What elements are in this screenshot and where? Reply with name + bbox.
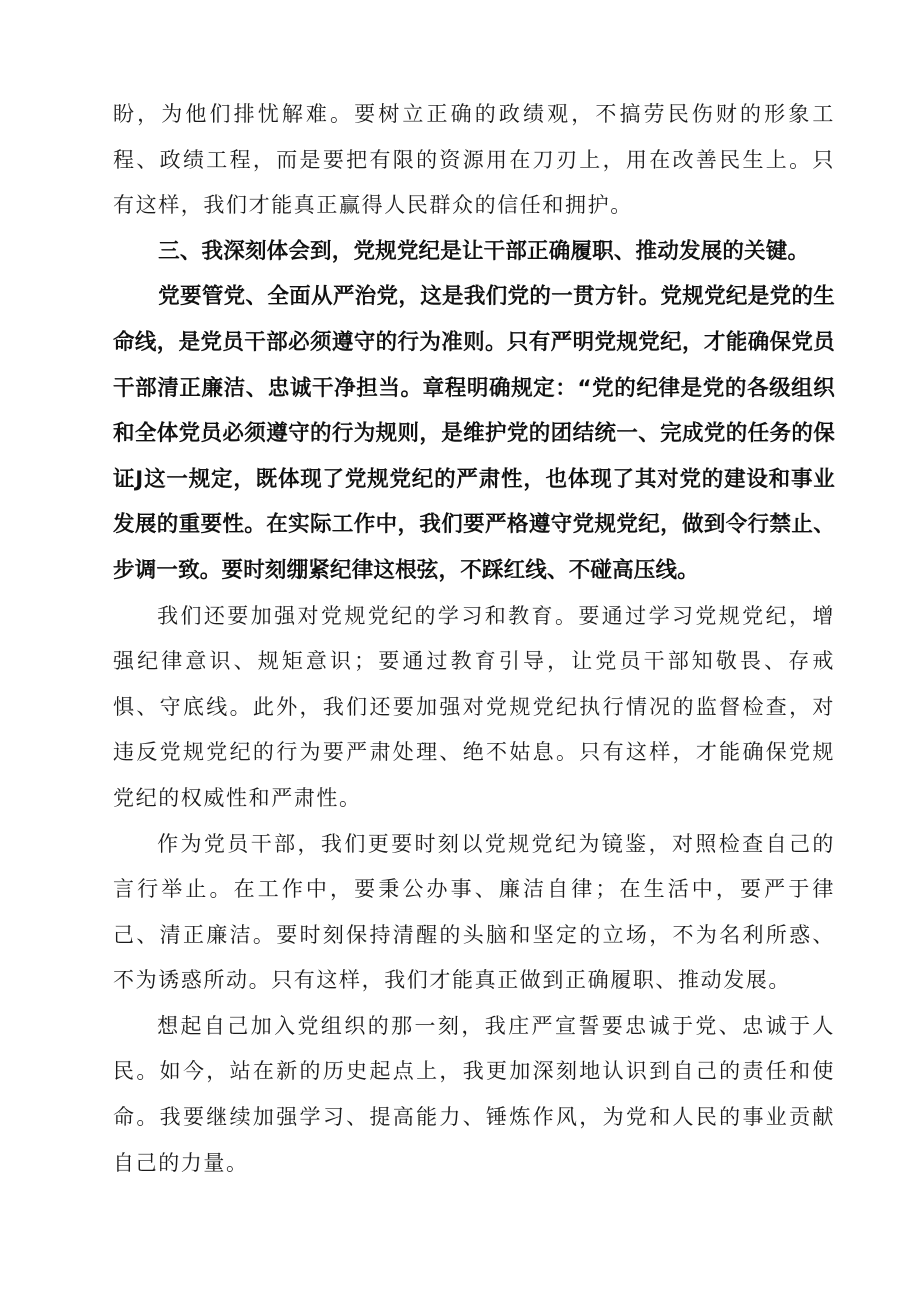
paragraph: 想起自己加入党组织的那一刻，我庄严宣誓要忠诚于党、忠诚于人民。如今，站在新的历史起点上，我更加深刻地认识到自己的责任和使命。我要继续加强学习、提高能力、锤炼作风，为党和人民的事业贡献自己的力量。 — [113, 1013, 835, 1175]
paragraph: 我们还要加强对党规党纪的学习和教育。要通过学习党规党纪，增强纪律意识、规矩意识；要通过教育引导，让党员干部知敬畏、存戒惧、守底线。此外，我们还要加强对党规党纪执行情况的监督检查，对违反党规党纪的行为要严肃处理、绝不姑息。只有这样，才能确保党规党纪的权威性和严肃性。 — [113, 603, 835, 810]
paragraph: 作为党员干部，我们更要时刻以党规党纪为镜鉴，对照检查自己的言行举止。在工作中，要秉公办事、廉洁自律；在生活中，要严于律己、清正廉洁。要时刻保持清醒的头脑和坚定的立场，不为名利所惑、不为诱惑所动。只有这样，我们才能真正做到正确履职、推动发展。 — [113, 831, 835, 993]
section-heading: 三、我深刻体会到，党规党纪是让干部正确履职、推动发展的关键。 — [158, 238, 810, 264]
paragraph-bold: 党要管党、全面从严治党，这是我们党的一贯方针。党规党纪是党的生命线，是党员干部必须遵守的行为准则。只有严明党规党纪，才能确保党员干部清正廉洁、忠诚干净担当。章程明确规定：“党的纪律是党的各级组织和全体党员必须遵守的行为规则，是维护党的团结统一、完成党的任务的保证J这一规定，既体现了党规党纪的严肃性，也体现了其对党的建设和事业发展的重要性。在实际工作中，我们要严格遵守党规党纪，做到令行禁止、步调一致。要时刻绷紧纪律这根弦，不踩红线、不碰高压线。 — [113, 284, 835, 583]
paragraph-continuation: 盼，为他们排忧解难。要树立正确的政绩观，不搞劳民伤财的形象工程、政绩工程，而是要把有限的资源用在刀刃上，用在改善民生上。只有这样，我们才能真正赢得人民群众的信任和拥护。 — [113, 102, 835, 218]
document-body — [113, 92, 835, 1186]
